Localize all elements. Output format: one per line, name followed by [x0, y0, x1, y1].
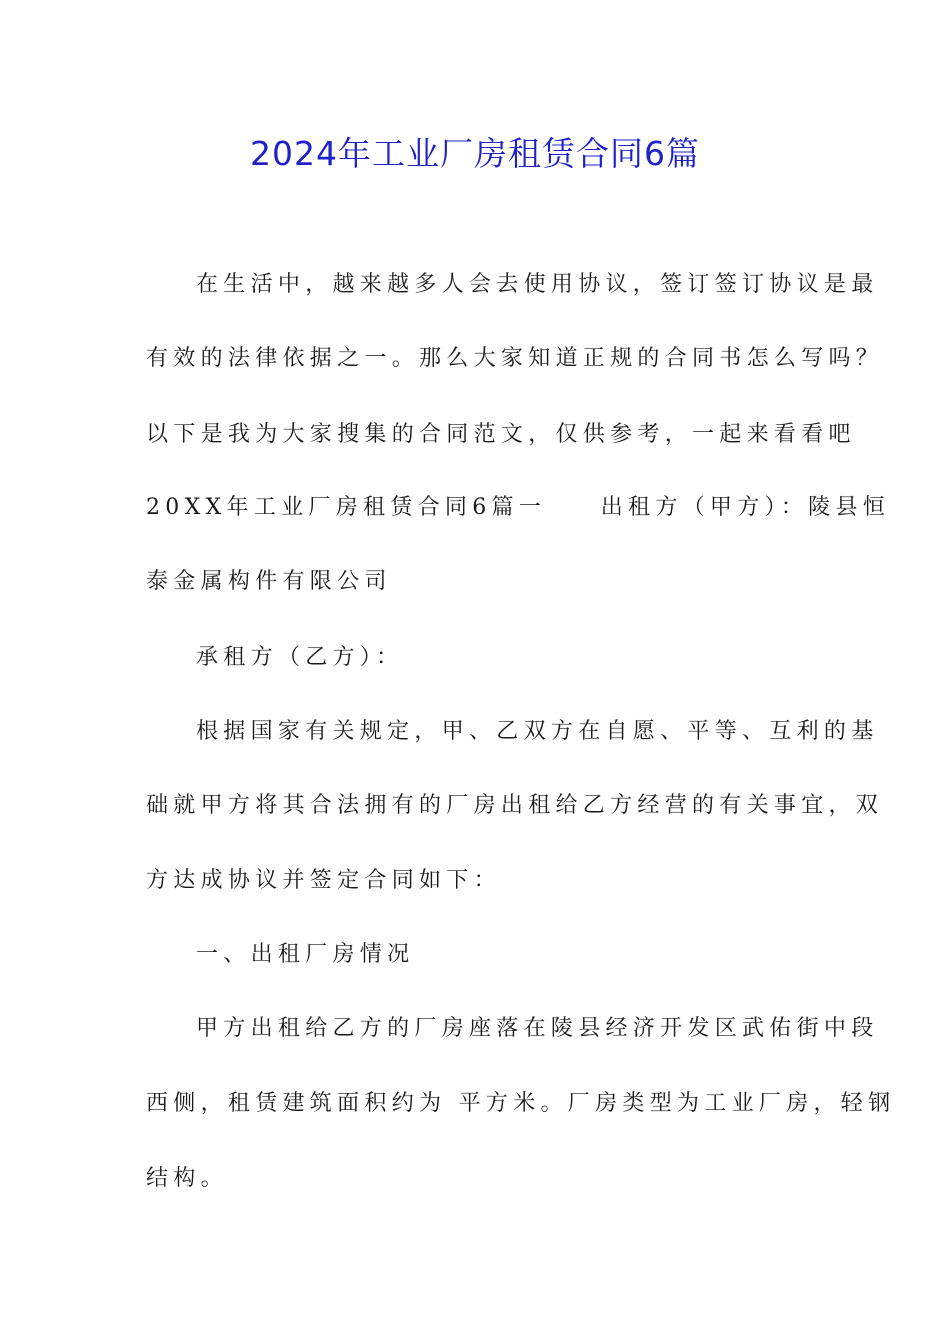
paragraph-line: 础就甲方将其合法拥有的厂房出租给乙方经营的有关事宜，双 [146, 793, 884, 818]
paragraph-line: 根据国家有关规定，甲、乙双方在自愿、平等、互利的基 [196, 719, 879, 744]
paragraph-line: 西侧，租赁建筑面积约为 平方米。厂房类型为工业厂房，轻钢 [146, 1091, 896, 1116]
paragraph-line: 有效的法律依据之一。那么大家知道正规的合同书怎么写吗？ [146, 346, 884, 371]
paragraph-line: 泰金属构件有限公司 [146, 569, 392, 594]
section-heading: 一、出租厂房情况 [196, 942, 415, 967]
paragraph-line: 方达成协议并签定合同如下： [146, 868, 501, 893]
paragraph-line: 在生活中，越来越多人会去使用协议，签订签订协议是最 [196, 272, 879, 297]
paragraph-line: 甲方出租给乙方的厂房座落在陵县经济开发区武佑街中段 [196, 1016, 879, 1041]
document-title: 2024年工业厂房租赁合同6篇 [250, 134, 700, 173]
paragraph-line: 以下是我为大家搜集的合同范文，仅供参考，一起来看看吧 [146, 422, 856, 447]
paragraph-line: 20XX年工业厂房租赁合同6篇一 出租方（甲方）：陵县恒 [146, 495, 891, 520]
paragraph-line: 结构。 [146, 1166, 228, 1191]
paragraph-line: 承租方（乙方）： [196, 645, 404, 670]
